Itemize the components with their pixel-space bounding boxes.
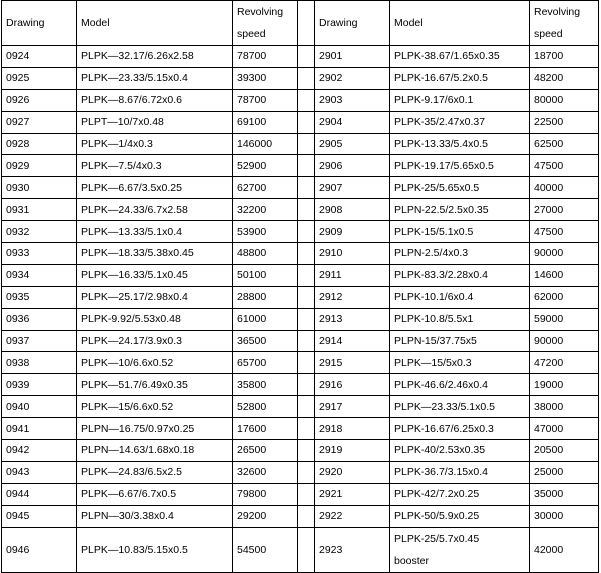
drawing-cell: 0942 [2, 440, 77, 462]
header-row [2, 1, 599, 46]
speed-cell: 48200 [530, 67, 599, 89]
drawing-cell: 0945 [2, 505, 77, 527]
speed-cell: 39300 [233, 67, 298, 89]
model-cell: PLPK—13.33/5.1x0.4 [77, 221, 233, 243]
speed-cell: 29200 [233, 505, 298, 527]
model-cell: PLPK-36.7/3.15x0.4 [390, 461, 530, 483]
model-line: PLPK-25/5.7x0.45 [394, 532, 480, 545]
speed-cell: 78700 [233, 89, 298, 111]
model-cell [390, 527, 530, 572]
table-row [2, 67, 599, 89]
header-speed-left [233, 1, 298, 46]
speed-cell: 53900 [233, 221, 298, 243]
table-row [2, 483, 599, 505]
speed-cell: 52900 [233, 155, 298, 177]
gap-cell [298, 418, 315, 440]
speed-cell: 18700 [530, 46, 599, 68]
drawing-cell: 0943 [2, 461, 77, 483]
model-cell: PLPK-9.17/6x0.1 [390, 89, 530, 111]
drawing-cell: 2909 [315, 221, 390, 243]
drawing-cell: 2902 [315, 67, 390, 89]
header-model-right: Model [390, 1, 530, 46]
drawing-cell: 2912 [315, 286, 390, 308]
model-cell: PLPK—6.67/6.7x0.5 [77, 483, 233, 505]
header-drawing-left: Drawing [2, 1, 77, 46]
drawing-cell: 0932 [2, 221, 77, 243]
gap-cell [298, 440, 315, 462]
speed-cell: 25000 [530, 461, 599, 483]
speed-cell: 30000 [530, 505, 599, 527]
speed-cell: 38000 [530, 396, 599, 418]
header-speed-line1: Revolving [237, 6, 284, 18]
gap-cell [298, 155, 315, 177]
drawing-cell: 0929 [2, 155, 77, 177]
model-cell: PLPN-2.5/4x0.3 [390, 243, 530, 265]
drawing-cell: 2920 [315, 461, 390, 483]
drawing-cell: 0934 [2, 264, 77, 286]
model-cell: PLPT—10/7x0.48 [77, 111, 233, 133]
model-cell: PLPK-42/7.2x0.25 [390, 483, 530, 505]
drawing-cell: 2917 [315, 396, 390, 418]
speed-cell: 47000 [530, 418, 599, 440]
table-row [2, 286, 599, 308]
model-cell: PLPK—8.67/6.72x0.6 [77, 89, 233, 111]
drawing-cell: 2911 [315, 264, 390, 286]
drawing-cell: 0935 [2, 286, 77, 308]
model-cell: PLPK-40/2.53x0.35 [390, 440, 530, 462]
speed-cell: 90000 [530, 330, 599, 352]
table-row [2, 199, 599, 221]
drawing-cell: 0941 [2, 418, 77, 440]
table-row [2, 111, 599, 133]
speed-cell: 50100 [233, 264, 298, 286]
gap-cell [298, 286, 315, 308]
drawing-cell: 0946 [2, 527, 77, 572]
model-cell: PLPK-38.67/1.65x0.35 [390, 46, 530, 68]
gap-cell [298, 483, 315, 505]
table-row [2, 221, 599, 243]
drawing-cell: 0930 [2, 177, 77, 199]
gap-cell [298, 111, 315, 133]
gap-cell [298, 352, 315, 374]
gap-cell [298, 67, 315, 89]
speed-cell: 54500 [233, 527, 298, 572]
table-row [2, 352, 599, 374]
header-speed-line1: Revolving [534, 6, 581, 18]
gap-cell [298, 505, 315, 527]
speed-cell: 79800 [233, 483, 298, 505]
speed-cell: 48800 [233, 243, 298, 265]
model-cell: PLPN—30/3.38x0.4 [77, 505, 233, 527]
speed-cell: 90000 [530, 243, 599, 265]
drawing-cell: 0933 [2, 243, 77, 265]
model-cell: PLPK—32.17/6.26x2.58 [77, 46, 233, 68]
model-cell: PLPK-46.6/2.46x0.4 [390, 374, 530, 396]
gap-cell [298, 243, 315, 265]
model-cell: PLPN-15/37.75x5 [390, 330, 530, 352]
gap-cell [298, 133, 315, 155]
drawing-cell: 2903 [315, 89, 390, 111]
table-row [2, 374, 599, 396]
speed-cell: 78700 [233, 46, 298, 68]
drawing-cell: 2922 [315, 505, 390, 527]
speed-cell: 146000 [233, 133, 298, 155]
model-cell: PLPK—10.83/5.15x0.5 [77, 527, 233, 572]
drawing-cell: 2916 [315, 374, 390, 396]
model-cell: PLPK—23.33/5.1x0.5 [390, 396, 530, 418]
model-cell: PLPK—16.33/5.1x0.45 [77, 264, 233, 286]
table-row [2, 177, 599, 199]
model-cell: PLPK—24.17/3.9x0.3 [77, 330, 233, 352]
speed-cell: 80000 [530, 89, 599, 111]
model-cell: PLPK-10.8/5.5x1 [390, 308, 530, 330]
model-cell: PLPK—6.67/3.5x0.25 [77, 177, 233, 199]
gap-cell [298, 374, 315, 396]
drawing-cell: 0931 [2, 199, 77, 221]
table-row [2, 308, 599, 330]
table-row [2, 46, 599, 68]
speed-cell: 32200 [233, 199, 298, 221]
drawing-cell: 2919 [315, 440, 390, 462]
model-cell: PLPK—51.7/6.49x0.35 [77, 374, 233, 396]
speed-cell: 35800 [233, 374, 298, 396]
drawing-cell: 2901 [315, 46, 390, 68]
speed-cell: 42000 [530, 527, 599, 572]
drawing-cell: 2921 [315, 483, 390, 505]
speed-cell: 65700 [233, 352, 298, 374]
gap-cell [298, 89, 315, 111]
speed-cell: 27000 [530, 199, 599, 221]
model-cell: PLPK-50/5.9x0.25 [390, 505, 530, 527]
speed-cell: 47500 [530, 221, 599, 243]
gap-cell [298, 46, 315, 68]
gap-cell [298, 461, 315, 483]
model-cell: PLPK—18.33/5.38x0.45 [77, 243, 233, 265]
model-cell: PLPK—24.83/6.5x2.5 [77, 461, 233, 483]
gap-cell [298, 199, 315, 221]
drawing-cell: 0928 [2, 133, 77, 155]
model-cell: PLPK—15/5x0.3 [390, 352, 530, 374]
model-cell: PLPK—7.5/4x0.3 [77, 155, 233, 177]
model-cell: PLPK-13.33/5.4x0.5 [390, 133, 530, 155]
header-speed-line2: speed [534, 28, 563, 40]
gap-cell [298, 308, 315, 330]
speed-cell: 69100 [233, 111, 298, 133]
drawing-cell: 0925 [2, 67, 77, 89]
header-drawing-right: Drawing [315, 1, 390, 46]
speed-cell: 52800 [233, 396, 298, 418]
model-cell: PLPK-16.67/5.2x0.5 [390, 67, 530, 89]
speed-cell: 22500 [530, 111, 599, 133]
model-cell: PLPK—1/4x0.3 [77, 133, 233, 155]
gap-cell [298, 330, 315, 352]
model-cell: PLPK-83.3/2.28x0.4 [390, 264, 530, 286]
gap-cell [298, 396, 315, 418]
speed-cell: 47200 [530, 352, 599, 374]
gap-cell [298, 527, 315, 572]
header-model-left: Model [77, 1, 233, 46]
drawing-cell: 0940 [2, 396, 77, 418]
table-row [2, 461, 599, 483]
speed-cell: 36500 [233, 330, 298, 352]
drawing-cell: 0938 [2, 352, 77, 374]
model-cell: PLPN—14.63/1.68x0.18 [77, 440, 233, 462]
column-gap [298, 1, 315, 46]
model-cell: PLPK—25.17/2.98x0.4 [77, 286, 233, 308]
model-cell: PLPK-19.17/5.65x0.5 [390, 155, 530, 177]
table-row [2, 440, 599, 462]
model-cell: PLPK-25/5.65x0.5 [390, 177, 530, 199]
table-row [2, 505, 599, 527]
model-cell: PLPK-16.67/6.25x0.3 [390, 418, 530, 440]
model-cell: PLPK-9.92/5.53x0.48 [77, 308, 233, 330]
speed-cell: 62000 [530, 286, 599, 308]
speed-cell: 28800 [233, 286, 298, 308]
drawing-cell: 2914 [315, 330, 390, 352]
drawing-cell: 2923 [315, 527, 390, 572]
drawing-cell: 2913 [315, 308, 390, 330]
drawing-cell: 2907 [315, 177, 390, 199]
model-cell: PLPK-10.1/6x0.4 [390, 286, 530, 308]
drawing-cell: 2908 [315, 199, 390, 221]
drawing-cell: 2905 [315, 133, 390, 155]
drawing-cell: 0924 [2, 46, 77, 68]
speed-cell: 62700 [233, 177, 298, 199]
gap-cell [298, 177, 315, 199]
table-row [2, 264, 599, 286]
speed-cell: 35000 [530, 483, 599, 505]
speed-cell: 19000 [530, 374, 599, 396]
model-cell: PLPK—24.33/6.7x2.58 [77, 199, 233, 221]
drawing-cell: 0926 [2, 89, 77, 111]
table-row [2, 133, 599, 155]
speed-cell: 40000 [530, 177, 599, 199]
speed-cell: 17600 [233, 418, 298, 440]
table-row [2, 243, 599, 265]
gap-cell [298, 264, 315, 286]
model-cell: PLPK—15/6.6x0.52 [77, 396, 233, 418]
table-row [2, 89, 599, 111]
drawing-cell: 0936 [2, 308, 77, 330]
drawing-cell: 2910 [315, 243, 390, 265]
drawing-cell: 0939 [2, 374, 77, 396]
table-row [2, 396, 599, 418]
drawing-cell: 0927 [2, 111, 77, 133]
model-cell: PLPN-22.5/2.5x0.35 [390, 199, 530, 221]
drawing-cell: 2906 [315, 155, 390, 177]
speed-cell: 26500 [233, 440, 298, 462]
table-row [2, 418, 599, 440]
speed-cell: 32600 [233, 461, 298, 483]
model-cell: PLPK-35/2.47x0.37 [390, 111, 530, 133]
model-line: booster [394, 554, 430, 567]
drawing-cell: 2915 [315, 352, 390, 374]
speed-cell: 61000 [233, 308, 298, 330]
gap-cell [298, 221, 315, 243]
model-cell: PLPK—23.33/5.15x0.4 [77, 67, 233, 89]
speed-cell: 62500 [530, 133, 599, 155]
speed-cell: 59000 [530, 308, 599, 330]
drawing-cell: 2918 [315, 418, 390, 440]
model-cell: PLPK—10/6.6x0.52 [77, 352, 233, 374]
drawing-cell: 2904 [315, 111, 390, 133]
header-speed-right [530, 1, 599, 46]
model-cell: PLPN—16.75/0.97x0.25 [77, 418, 233, 440]
header-speed-line2: speed [237, 28, 266, 40]
drawing-cell: 0944 [2, 483, 77, 505]
table-row [2, 330, 599, 352]
table-row [2, 527, 599, 572]
table-row [2, 155, 599, 177]
speed-cell: 47500 [530, 155, 599, 177]
drawing-cell: 0937 [2, 330, 77, 352]
speed-cell: 14600 [530, 264, 599, 286]
speed-table [1, 0, 599, 573]
model-cell: PLPK-15/5.1x0.5 [390, 221, 530, 243]
speed-cell: 20500 [530, 440, 599, 462]
